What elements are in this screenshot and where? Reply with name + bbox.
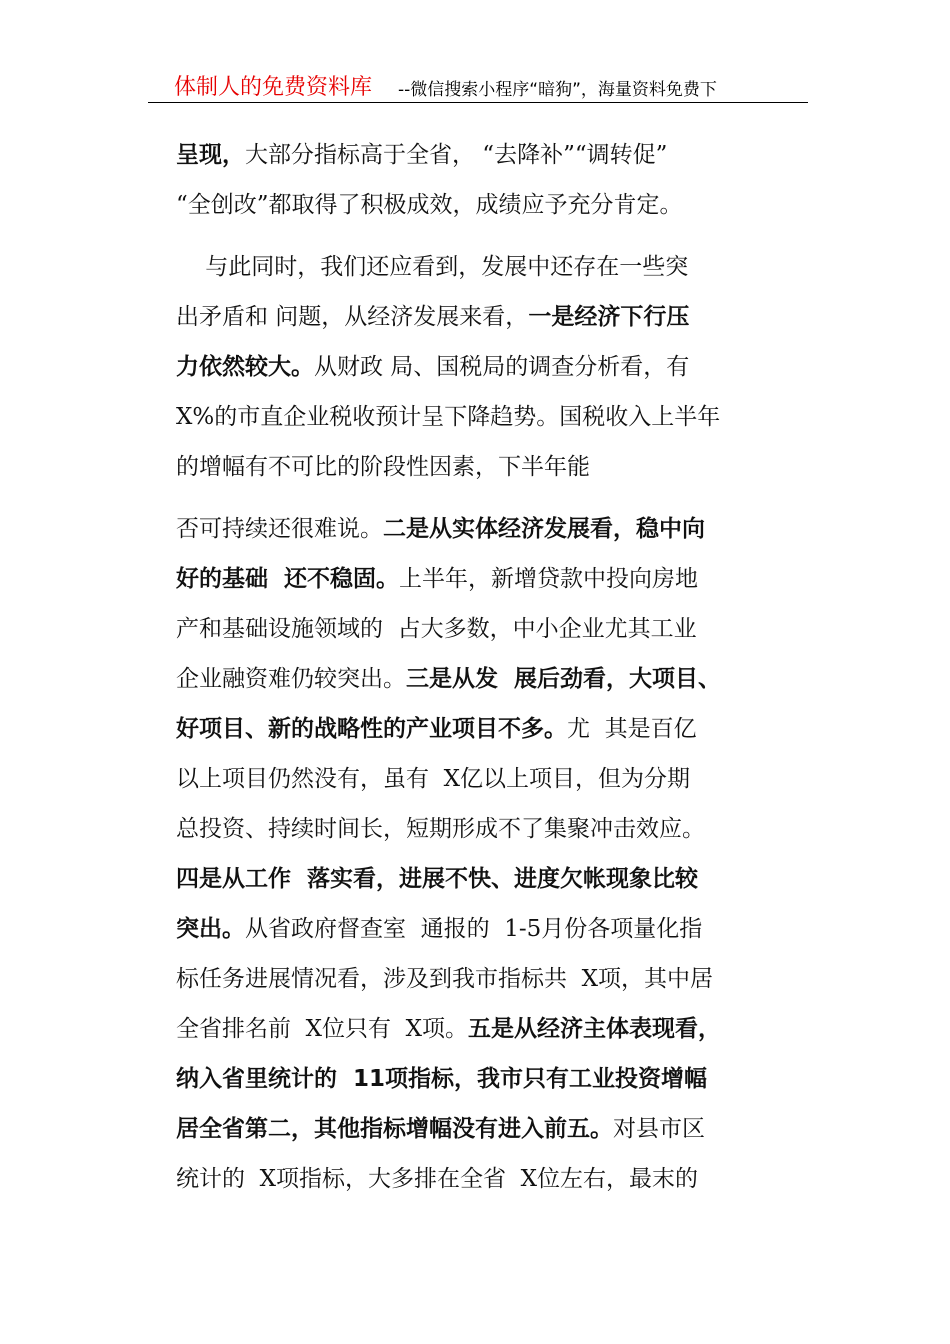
text-run: 企业融资难仍较突出。 [176, 666, 406, 692]
text-run: 大部分指标高于全省， “去降补”“调转促” [245, 142, 668, 168]
text-run: 二是从实体经济发展看，稳中向 [383, 516, 705, 542]
text-line [176, 510, 705, 543]
text-line [176, 610, 697, 643]
text-line [176, 248, 688, 281]
text-run: 四是从工作 落实看，进展不快、进度欠帐现象比较 [176, 866, 699, 892]
text-line [176, 560, 698, 593]
text-run: 一是经济下行压 [528, 304, 690, 330]
header-note: --微信搜索小程序“暗狗”，海量资料免费下 [398, 80, 717, 100]
text-run: 标任务进展情况看，涉及到我市指标共 X项，其中居 [176, 966, 713, 992]
text-run: 与此同时，我们还应看到，发展中还存在一些突 [176, 254, 689, 280]
text-line [176, 960, 713, 993]
text-line [176, 760, 690, 793]
text-run: 力依然较大。 [176, 354, 314, 380]
text-run: 对县市区 [613, 1116, 705, 1142]
text-line [176, 710, 697, 743]
text-run: 纳入省里统计的 11项指标，我市只有工业投资增幅 [176, 1066, 708, 1092]
text-run: 以上项目仍然没有，虽有 X亿以上项目，但为分期 [176, 766, 690, 792]
text-run: 从财政 局、国税局的调查分析看，有 [314, 354, 690, 380]
text-line [176, 1160, 698, 1193]
text-run: 的增幅有不可比的阶段性因素，下半年能 [176, 454, 590, 480]
text-run: 尤 其是百亿 [567, 716, 697, 742]
text-run: 突出。 [176, 916, 245, 942]
page-header [148, 68, 808, 103]
text-line [176, 186, 683, 219]
text-run: 呈现， [176, 142, 245, 168]
text-run: 产和基础设施领域的 占大多数，中小企业尤其工业 [176, 616, 697, 642]
header-brand: 体制人的免费资料库 [174, 75, 373, 100]
text-run: X%的市直企业税收预计呈下降趋势。国税收入上半年 [176, 404, 721, 430]
text-run: 全省排名前 X位只有 X项。 [176, 1016, 468, 1042]
text-run: 五是从经济主体表现看， [468, 1016, 721, 1042]
text-run: 出矛盾和 问题，从经济发展来看， [176, 304, 529, 330]
text-line [176, 1110, 705, 1143]
text-line [176, 860, 698, 893]
text-run: 总投资、持续时间长，短期形成不了集聚冲击效应。 [176, 816, 705, 842]
text-line [176, 1060, 707, 1093]
text-run: 三是从发 展后劲看，大项目、 [406, 666, 722, 692]
text-run: 统计的 X项指标，大多排在全省 X位左右，最末的 [176, 1166, 698, 1192]
text-run: 居全省第二，其他指标增幅没有进入前五。 [176, 1116, 613, 1142]
text-run: “全创改”都取得了积极成效，成绩应予充分肯定。 [176, 192, 683, 218]
text-line [176, 1010, 721, 1043]
text-line [176, 448, 590, 481]
text-line [176, 136, 667, 169]
text-line [176, 810, 705, 843]
text-run: 否可持续还很难说。 [176, 516, 383, 542]
text-line [176, 910, 702, 943]
text-line [176, 660, 721, 693]
text-line [176, 398, 720, 431]
text-run: 从省政府督查室 通报的 1-5月份各项量化指 [245, 916, 703, 942]
text-line [176, 298, 689, 331]
text-run: 好项目、新的战略性的产业项目不多。 [176, 716, 567, 742]
text-run: 上半年，新增贷款中投向房地 [399, 566, 699, 592]
text-run: 好的基础 还不稳固。 [176, 566, 400, 592]
text-line [176, 348, 689, 381]
